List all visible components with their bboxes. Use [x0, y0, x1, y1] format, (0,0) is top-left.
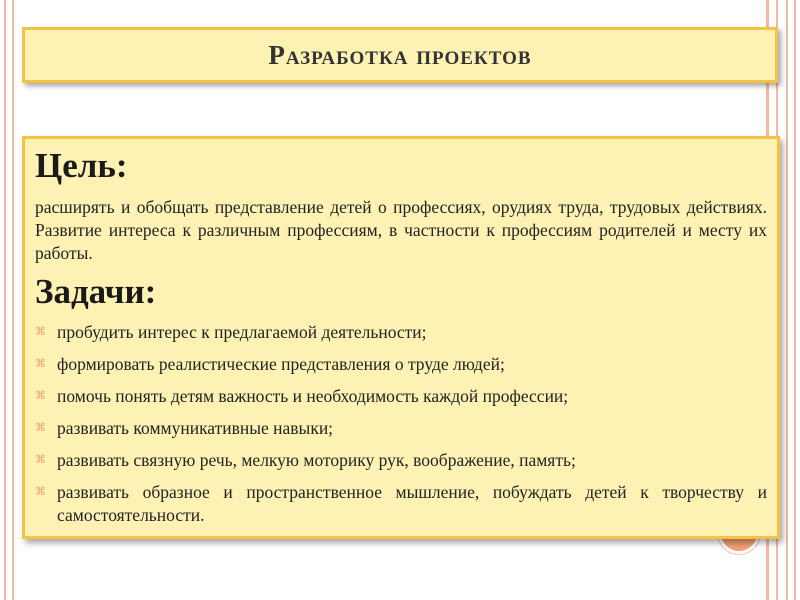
bullet-icon: ⌘ [35, 358, 46, 370]
right-frame-line-3 [786, 0, 788, 600]
bullet-icon: ⌘ [35, 422, 46, 434]
title-banner [22, 27, 778, 83]
tasks-heading: Задачи: [35, 272, 157, 311]
left-frame-line-outer [4, 0, 6, 600]
left-frame-line-inner [12, 0, 14, 600]
goal-heading: Цель: [35, 146, 128, 185]
slide-title: Разработка проектов [268, 39, 532, 70]
bullet-icon: ⌘ [35, 486, 46, 498]
task-text: развивать связную речь, мелкую моторику рук, воображение, память; [57, 450, 576, 470]
bullet-icon: ⌘ [35, 326, 46, 338]
content-panel [22, 136, 780, 539]
task-text: пробудить интерес к предлагаемой деятельности; [57, 322, 427, 342]
list-item [35, 385, 767, 408]
right-frame-line-4 [794, 0, 796, 600]
bullet-icon: ⌘ [35, 454, 46, 466]
list-item [35, 481, 767, 527]
task-text: развивать образное и пространственное мышление, побуждать детей к творчеству и самостоятельности. [57, 482, 767, 525]
tasks-list [35, 321, 767, 527]
goal-text: расширять и обобщать представление детей о профессиях, орудиях труда, трудовых действиях. Развитие интереса к различным профессиям, в частности к профессиям родителей и месту их работы. [35, 197, 767, 263]
list-item [35, 417, 767, 440]
task-text: развивать коммуникативные навыки; [57, 418, 334, 438]
task-text: помочь понять детям важность и необходимость каждой профессии; [57, 386, 569, 406]
list-item [35, 321, 767, 344]
task-text: формировать реалистические представления о труде людей; [57, 354, 505, 374]
bullet-icon: ⌘ [35, 390, 46, 402]
list-item [35, 353, 767, 376]
list-item [35, 449, 767, 472]
